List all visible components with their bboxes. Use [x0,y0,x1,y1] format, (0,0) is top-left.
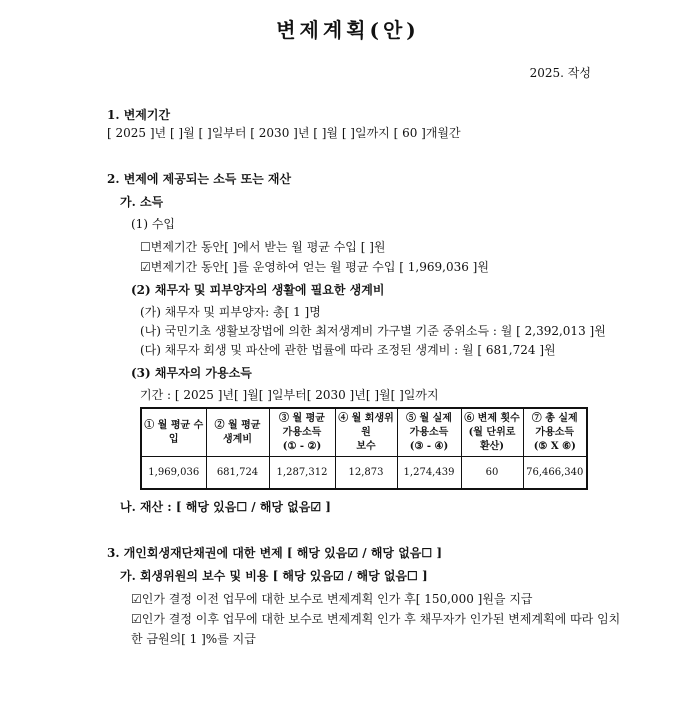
table-header: ⑦ 총 실제 가용소득 (⑤ X ⑥) [523,408,587,457]
table-header: ⑤ 월 실제 가용소득 (③ - ④) [397,408,461,457]
trustee-fee-line-1-text: 인가 결정 이전 업무에 대한 보수로 변제계획 인가 후[ 150,000 ]원을 지급 [141,592,533,606]
section-3-heading: 3. 개인회생재단채권에 대한 변제 [ 해당 있음☑ / 해당 없음☐ ] [107,546,442,560]
section-2-heading: 2. 변제에 제공되는 소득 또는 재산 [107,172,292,186]
table-cell: 1,274,439 [397,457,461,490]
adjusted-living-cost-line: (다) 채무자 회생 및 파산에 관한 법률에 따라 조정된 생계비 : 월 [ 681,724 ]원 [140,343,556,357]
revenue-line-1 [140,238,385,255]
trustee-fee-line-1 [131,590,533,607]
trustee-fee-heading: 가. 회생위원의 보수 및 비용 [ 해당 있음☑ / 해당 없음☐ ] [120,569,428,583]
revenue-line-2-text: 변제기간 동안[ ]를 운영하여 얻는 월 평균 수입 [ 1,969,036 ]원 [150,260,489,274]
table-cell: 1,287,312 [269,457,335,490]
table-header: ② 월 평균 생계비 [206,408,269,457]
table-header-row [141,408,587,457]
revenue-line-1-text: 변제기간 동안[ ]에서 받는 월 평균 수입 [ ]원 [150,240,386,254]
trustee-fee-line-2-text: 인가 결정 이후 업무에 대한 보수로 변제계획 인가 후 채무자가 인가된 변제계획에 따라 임치 [141,612,621,626]
date-written: 2025. 작성 [529,66,591,80]
trustee-fee-line-2 [131,610,620,627]
table-header: ① 월 평균 수입 [141,408,206,457]
revenue-line-2 [140,258,489,275]
trustee-fee-line-3: 한 금원의[ 1 ]%를 지급 [131,632,256,646]
table-header: ③ 월 평균 가용소득 (① - ②) [269,408,335,457]
available-income-table [140,407,588,490]
revenue-heading: (1) 수입 [131,217,175,231]
table-header: ④ 월 회생위원 보수 [335,408,397,457]
checked-box-icon: ☑ [140,260,151,274]
repayment-period-line: [ 2025 ]년 [ ]월 [ ]일부터 [ 2030 ]년 [ ]월 [ ]일까지 [ 60 ]개월간 [107,126,461,140]
section-1-heading: 1. 변제기간 [107,108,171,122]
table-cell: 681,724 [206,457,269,490]
available-income-heading: (3) 채무자의 가용소득 [131,366,252,380]
table-cell: 12,873 [335,457,397,490]
checked-box-icon: ☑ [131,612,142,626]
table-header: ⑥ 변제 횟수 (월 단위로 환산) [461,408,523,457]
table-cell: 1,969,036 [141,457,206,490]
income-subheading: 가. 소득 [120,195,164,209]
available-income-period: 기간 : [ 2025 ]년[ ]월[ ]일부터[ 2030 ]년[ ]월[ ]일까지 [140,388,439,402]
dependents-line: (가) 채무자 및 피부양자: 총[ 1 ]명 [140,305,321,319]
table-cell: 60 [461,457,523,490]
checked-box-icon: ☑ [131,592,142,606]
page-title: 변제계획(안) [276,18,420,42]
median-income-line: (나) 국민기초 생활보장법에 의한 최저생계비 가구별 기준 중위소득 : 월 [ 2,392,013 ]원 [140,324,606,338]
table-cell: 76,466,340 [523,457,587,490]
unchecked-box-icon: ☐ [140,240,151,254]
living-cost-heading: (2) 채무자 및 피부양자의 생활에 필요한 생계비 [131,283,385,297]
table-row [141,457,587,490]
property-line: 나. 재산 : [ 해당 있음☐ / 해당 없음☑ ] [120,500,331,514]
